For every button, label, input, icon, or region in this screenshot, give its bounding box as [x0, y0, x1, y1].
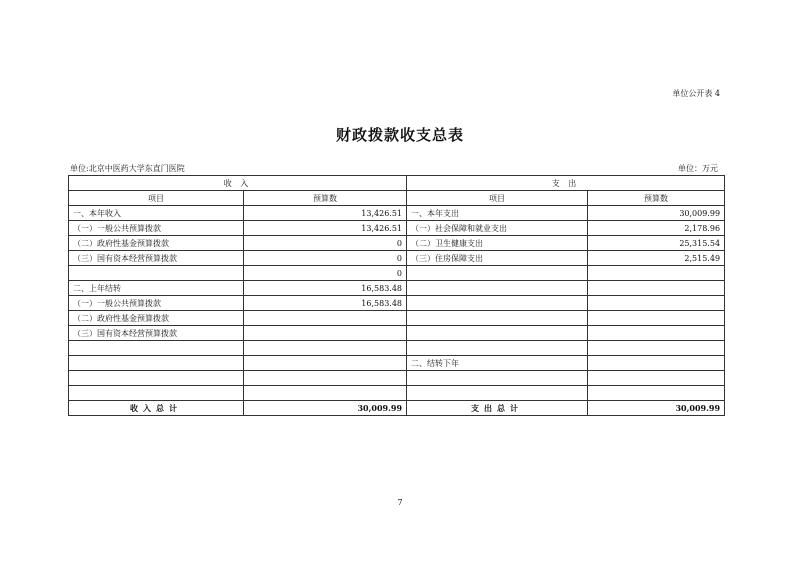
expense-item-cell [407, 281, 588, 296]
income-value-cell: 0 [244, 266, 407, 281]
expense-item-cell: （三）住房保障支出 [407, 251, 588, 266]
expense-item-cell [407, 326, 588, 341]
expense-item-cell [407, 341, 588, 356]
income-value-cell: 13,426.51 [244, 206, 407, 221]
expense-budget-header: 预算数 [588, 191, 725, 206]
income-item-cell: （一）一般公共预算拨款 [69, 221, 244, 236]
table-row [69, 311, 725, 326]
expense-item-cell [407, 311, 588, 326]
table-header-row [69, 176, 725, 191]
income-total-value: 30,009.99 [244, 401, 407, 416]
income-value-cell: 13,426.51 [244, 221, 407, 236]
expense-value-cell [588, 326, 725, 341]
expense-item-cell [407, 296, 588, 311]
expense-item-cell: （二）卫生健康支出 [407, 236, 588, 251]
income-item-cell [69, 341, 244, 356]
expense-value-cell: 2,515.49 [588, 251, 725, 266]
table-row [69, 236, 725, 251]
income-value-cell: 16,583.48 [244, 281, 407, 296]
income-item-cell [69, 371, 244, 386]
expense-item-cell: 二、结转下年 [407, 356, 588, 371]
expense-value-cell [588, 386, 725, 401]
expense-value-cell: 2,178.96 [588, 221, 725, 236]
income-value-cell: 16,583.48 [244, 296, 407, 311]
income-item-cell: （三）国有资本经营预算拨款 [69, 251, 244, 266]
expense-total-value: 30,009.99 [588, 401, 725, 416]
total-row [69, 401, 725, 416]
expense-value-cell [588, 266, 725, 281]
income-item-cell: （二）政府性基金预算拨款 [69, 236, 244, 251]
table-row [69, 371, 725, 386]
expense-value-cell [588, 281, 725, 296]
currency-unit: 单位：万元 [678, 164, 718, 173]
income-value-cell: 0 [244, 251, 407, 266]
expense-header: 支 出 [407, 176, 725, 191]
income-item-cell: 一、本年收入 [69, 206, 244, 221]
form-number: 单位公开表 4 [672, 89, 720, 98]
table-row [69, 266, 725, 281]
income-item-cell [69, 386, 244, 401]
table-subheader-row [69, 191, 725, 206]
income-value-cell [244, 371, 407, 386]
income-value-cell [244, 386, 407, 401]
income-total-label: 收入总计 [69, 401, 244, 416]
expense-item-header: 项目 [407, 191, 588, 206]
income-value-cell [244, 311, 407, 326]
table-row [69, 341, 725, 356]
income-item-cell: （三）国有资本经营预算拨款 [69, 326, 244, 341]
table-row [69, 356, 725, 371]
page-title: 财政拨款收支总表 [335, 126, 464, 144]
income-item-cell [69, 356, 244, 371]
table-row [69, 296, 725, 311]
expense-item-cell [407, 266, 588, 281]
income-value-cell [244, 356, 407, 371]
table-row [69, 251, 725, 266]
expense-item-cell: 一、本年支出 [407, 206, 588, 221]
table-row [69, 281, 725, 296]
page-number: 7 [397, 498, 403, 507]
income-value-cell [244, 341, 407, 356]
income-item-header: 项目 [69, 191, 244, 206]
income-item-cell: （二）政府性基金预算拨款 [69, 311, 244, 326]
expense-item-cell [407, 371, 588, 386]
income-item-cell: （一）一般公共预算拨款 [69, 296, 244, 311]
income-budget-header: 预算数 [244, 191, 407, 206]
expense-value-cell: 25,315.54 [588, 236, 725, 251]
expense-value-cell [588, 371, 725, 386]
expense-item-cell: （一）社会保障和就业支出 [407, 221, 588, 236]
table-row [69, 326, 725, 341]
expense-value-cell: 30,009.99 [588, 206, 725, 221]
expense-value-cell [588, 341, 725, 356]
expense-value-cell [588, 356, 725, 371]
expense-total-label: 支出总计 [407, 401, 588, 416]
organization-unit: 单位:北京中医药大学东直门医院 [70, 164, 185, 173]
table-row [69, 386, 725, 401]
income-item-cell [69, 266, 244, 281]
fiscal-summary-table [68, 175, 725, 416]
income-value-cell [244, 326, 407, 341]
income-item-cell: 二、上年结转 [69, 281, 244, 296]
expense-item-cell [407, 386, 588, 401]
expense-value-cell [588, 311, 725, 326]
expense-value-cell [588, 296, 725, 311]
table-row [69, 206, 725, 221]
income-value-cell: 0 [244, 236, 407, 251]
income-header: 收 入 [69, 176, 407, 191]
table-row [69, 221, 725, 236]
